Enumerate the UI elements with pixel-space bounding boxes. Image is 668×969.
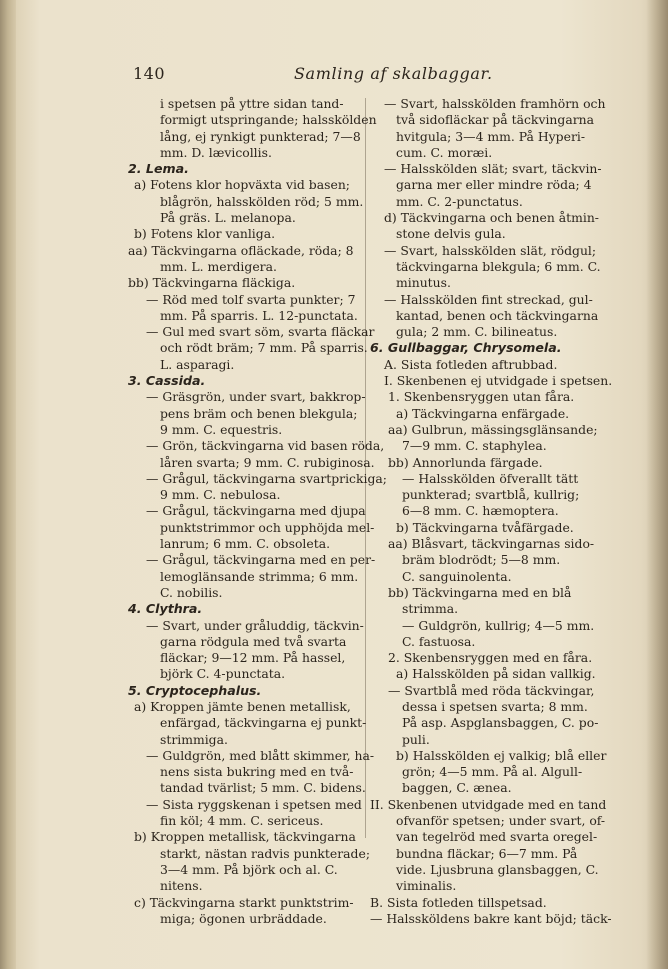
text-line: stone delvis gula. <box>396 226 506 242</box>
text-line: mm. D. lævicollis. <box>160 144 272 160</box>
text-line: a) Täckvingarna enfärgade. <box>396 405 570 421</box>
text-line: punkterad; svartblå, kullrig; <box>402 487 580 503</box>
text-line: lanrum; 6 mm. C. obsoleta. <box>160 536 331 552</box>
text-line: a) Fotens klor hopväxta vid basen; <box>134 177 350 193</box>
text-line: 2. Skenbensryggen med en fåra. <box>388 650 593 666</box>
text-line: II. Skenbenen utvidgade med en tand <box>370 796 607 812</box>
text-line: dessa i spetsen svarta; 8 mm. <box>402 698 588 714</box>
text-line: A. Sista fotleden aftrubbad. <box>384 356 558 372</box>
text-line: — Halsskölden slät; svart, täckvin- <box>384 161 602 177</box>
page-number: 140 <box>133 64 166 83</box>
text-line: viminalis. <box>396 878 457 894</box>
text-line: hvitgula; 3—4 mm. På Hyperi- <box>396 128 586 144</box>
text-line: c) Täckvingarna starkt punktstrim- <box>134 894 354 910</box>
text-line: — Svartblå med röda täckvingar, <box>388 682 595 698</box>
text-line: 3—4 mm. På björk och al. C. <box>160 861 338 877</box>
text-line: — Svart, under gråluddig, täckvin- <box>146 617 364 633</box>
text-line: b) Täckvingarna tvåfärgade. <box>396 519 574 535</box>
text-line: — Svart, halsskölden framhörn och <box>384 96 606 111</box>
text-line: bb) Täckvingarna fläckiga. <box>128 275 296 291</box>
text-line: C. fastuosa. <box>402 633 476 649</box>
text-line: — Halsskölden öfverallt tätt <box>402 470 579 486</box>
text-line: aa) Blåsvart, täckvingarnas sido- <box>388 536 595 552</box>
text-line: — Grågul, täckvingarna med en per- <box>146 552 376 568</box>
text-line: nens sista bukring med en två- <box>160 764 354 780</box>
text-line: puli. <box>402 731 430 747</box>
section-heading: 4. Clythra. <box>128 601 203 617</box>
text-line: ofvanför spetsen; under svart, of- <box>396 813 606 829</box>
right-text-column <box>370 96 613 927</box>
text-line: lång, ej rynkigt punkterad; 7—8 <box>160 128 361 144</box>
text-line: grön; 4—5 mm. På al. Algull- <box>402 764 583 780</box>
text-line: cum. C. moræi. <box>396 144 493 160</box>
text-line: I. Skenbenen ej utvidgade i spetsen. <box>384 373 613 389</box>
section-heading: 3. Cassida. <box>128 373 206 389</box>
text-line: och rödt bräm; 7 mm. På sparris. <box>160 340 368 356</box>
text-line: täckvingarna blekgula; 6 mm. C. <box>396 258 601 274</box>
text-line: På asp. Aspglansbaggen, C. po- <box>402 715 599 731</box>
text-line: 9 mm. C. equestris. <box>160 421 283 437</box>
text-line: i spetsen på yttre sidan tand- <box>160 96 344 111</box>
text-line: två sidofläckar på täckvingarna <box>396 112 594 128</box>
text-line: — Gul med svart söm, svarta fläckar <box>146 324 375 340</box>
text-line: mm. L. merdigera. <box>160 258 277 274</box>
running-title: Samling af skalbaggar. <box>294 64 493 83</box>
text-line: — Halssköldens bakre kant böjd; täck- <box>370 910 612 926</box>
text-line: bb) Täckvingarna med en blå <box>388 584 572 600</box>
text-line: vide. Ljusbruna glansbaggen, C. <box>396 861 599 877</box>
text-line: blågrön, halsskölden röd; 5 mm. <box>160 193 364 209</box>
text-line: nitens. <box>160 878 203 894</box>
page-header <box>0 60 668 84</box>
text-line: d) Täckvingarna och benen åtmin- <box>384 210 599 226</box>
section-heading: 6. Gullbaggar, Chrysomela. <box>370 340 562 356</box>
text-line: garna mer eller mindre röda; 4 <box>396 177 592 193</box>
text-line: — Grön, täckvingarna vid basen röda, <box>146 438 385 454</box>
text-line: baggen, C. ænea. <box>402 780 512 796</box>
text-line: b) Kroppen metallisk, täckvingarna <box>134 829 356 845</box>
text-line: punktstrimmor och upphöjda mel- <box>160 519 375 535</box>
text-line: — Guldgrön, kullrig; 4—5 mm. <box>402 617 595 633</box>
text-line: L. asparagi. <box>160 356 235 372</box>
page-edge-shadow <box>646 0 668 969</box>
text-line: — Guldgrön, med blått skimmer, ha- <box>146 747 375 763</box>
text-line: garna rödgula med två svarta <box>160 633 347 649</box>
text-line: mm. På sparris. L. 12-punctata. <box>160 307 358 323</box>
text-line: björk C. 4-punctata. <box>160 666 286 682</box>
book-binding-edge <box>0 0 16 969</box>
text-line: På gräs. L. melanopa. <box>160 210 296 226</box>
text-line: van tegelröd med svarta oregel- <box>396 829 598 845</box>
text-line: — Grågul, täckvingarna svartprickiga; <box>146 470 387 486</box>
text-line: pens bräm och benen blekgula; <box>160 405 358 421</box>
left-text-column <box>128 96 387 927</box>
text-line: a) Kroppen jämte benen metallisk, <box>134 698 351 714</box>
text-line: 1. Skenbensryggen utan fåra. <box>388 389 575 405</box>
text-line: tandad tvärlist; 5 mm. C. bidens. <box>160 780 366 796</box>
text-line: — Halsskölden fint streckad, gul- <box>384 291 593 307</box>
text-line: a) Halsskölden på sidan vallkig. <box>396 666 596 682</box>
text-line: mm. C. 2-punctatus. <box>396 193 523 209</box>
text-line: bräm blodrödt; 5—8 mm. <box>402 552 561 568</box>
text-line: formigt utspringande; halsskölden <box>160 112 377 128</box>
section-heading: 5. Cryptocephalus. <box>128 682 262 698</box>
text-line: bundna fläckar; 6—7 mm. På <box>396 845 578 861</box>
text-line: minutus. <box>396 275 451 291</box>
text-line: lemoglänsande strimma; 6 mm. <box>160 568 359 584</box>
text-line: b) Fotens klor vanliga. <box>134 226 276 242</box>
text-line: C. nobilis. <box>160 584 223 600</box>
text-line: fin köl; 4 mm. C. sericeus. <box>160 813 324 829</box>
text-line: starkt, nästan radvis punkterade; <box>160 845 370 861</box>
text-line: B. Sista fotleden tillspetsad. <box>370 894 547 910</box>
section-heading: 2. Lema. <box>128 161 189 177</box>
text-line: fläckar; 9—12 mm. På hassel, <box>160 650 346 666</box>
text-line: låren svarta; 9 mm. C. rubiginosa. <box>160 454 375 470</box>
text-line: strimma. <box>402 601 459 617</box>
text-line: — Sista ryggskenan i spetsen med <box>146 796 362 812</box>
text-line: gula; 2 mm. C. bilineatus. <box>396 324 558 340</box>
text-line: C. sanguinolenta. <box>402 568 512 584</box>
text-line: enfärgad, täckvingarna ej punkt- <box>160 715 367 731</box>
text-line: — Grågul, täckvingarna med djupa <box>146 503 366 519</box>
text-line: 6—8 mm. C. hæmoptera. <box>402 503 559 519</box>
text-line: b) Halsskölden ej valkig; blå eller <box>396 747 607 763</box>
text-line: — Gräsgrön, under svart, bakkrop- <box>146 389 366 405</box>
text-line: miga; ögonen urbräddade. <box>160 910 327 926</box>
text-line: 9 mm. C. nebulosa. <box>160 487 281 503</box>
text-line: aa) Gulbrun, mässingsglänsande; <box>388 421 598 437</box>
text-line: — Svart, halsskölden slät, rödgul; <box>384 242 597 258</box>
text-line: 7—9 mm. C. staphylea. <box>402 438 547 454</box>
text-line: strimmiga. <box>160 731 228 747</box>
text-line: kantad, benen och täckvingarna <box>396 307 599 323</box>
text-line: aa) Täckvingarna ofläckade, röda; 8 <box>128 242 354 258</box>
text-line: bb) Annorlunda färgade. <box>388 454 543 470</box>
text-line: — Röd med tolf svarta punkter; 7 <box>146 291 356 307</box>
